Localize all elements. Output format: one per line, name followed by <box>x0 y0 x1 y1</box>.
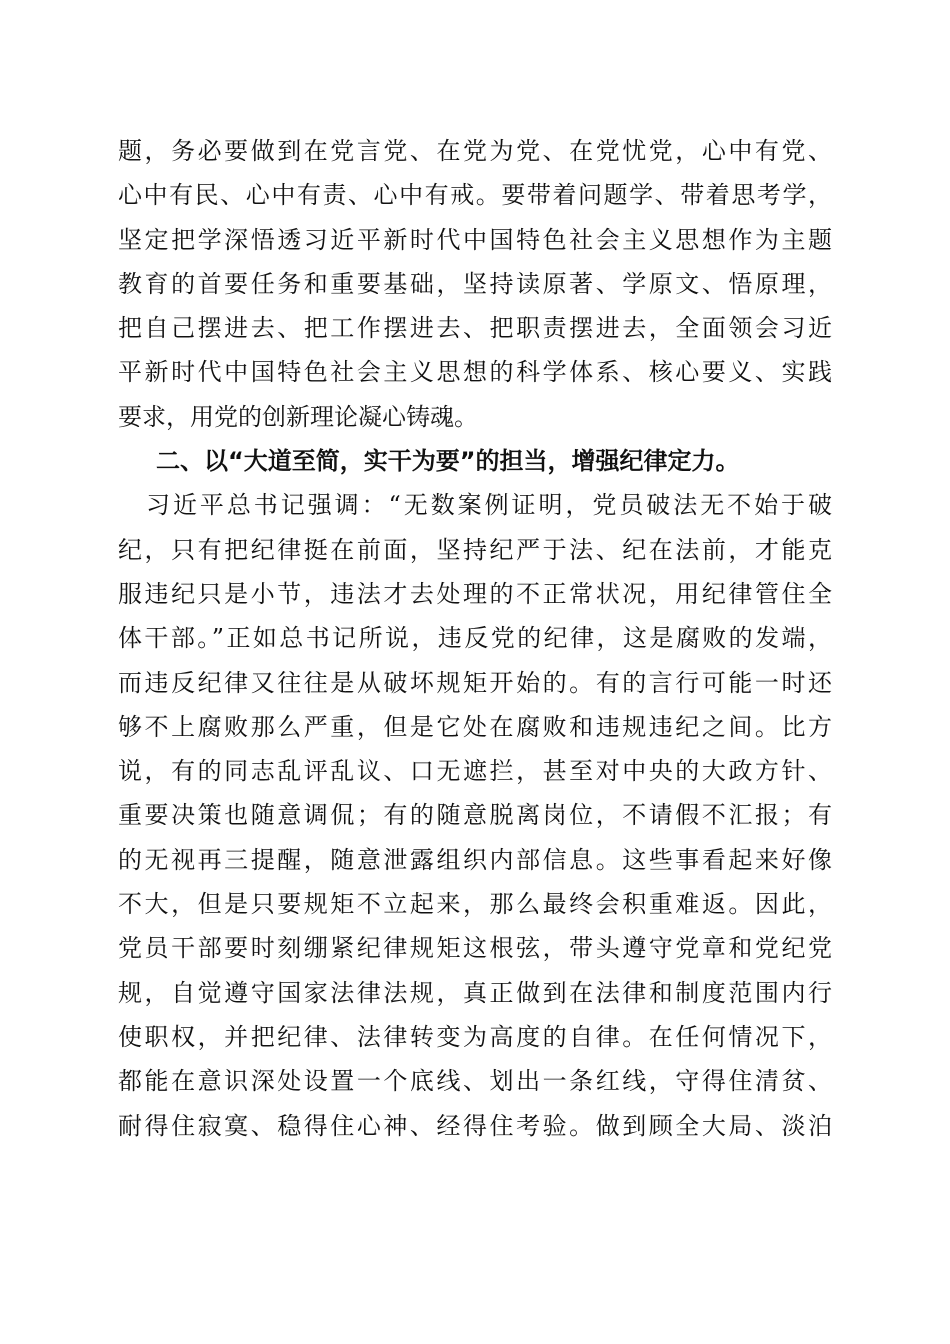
text-line: 重要决策也随意调侃；有的随意脱离岗位，不请假不汇报；有 <box>118 801 832 830</box>
text-line: 体干部。”正如总书记所说，违反党的纪律，这是腐败的发端， <box>118 624 832 653</box>
text-line: 把自己摆进去、把工作摆进去、把职责摆进去，全面领会习近 <box>118 314 832 343</box>
text-line: 习近平总书记强调：“无数案例证明，党员破法无不始于破 <box>146 491 832 520</box>
text-line: 要求，用党的创新理论凝心铸魂。 <box>118 402 478 431</box>
paragraph-2 <box>118 483 832 1147</box>
text-line: 题，务必要做到在党言党、在党为党、在党忧党，心中有党、 <box>118 137 832 165</box>
text-line: 不大，但是只要规矩不立起来，那么最终会积重难返。因此， <box>118 890 832 919</box>
text-line: 够不上腐败那么严重，但是它处在腐败和违规违纪之间。比方 <box>118 712 832 741</box>
text-line: 的无视再三提醒，随意泄露组织内部信息。这些事看起来好像 <box>118 845 832 874</box>
text-line: 平新时代中国特色社会主义思想的科学体系、核心要义、实践 <box>118 358 832 387</box>
text-line: 心中有民、心中有责、心中有戒。要带着问题学、带着思考学， <box>118 181 832 210</box>
section-heading: 二、以“大道至简，实干为要”的担当，增强纪律定力。 <box>156 447 740 476</box>
text-line: 都能在意识深处设置一个底线、划出一条红线，守得住清贫、 <box>118 1067 832 1096</box>
paragraph-1 <box>118 129 832 439</box>
text-line: 耐得住寂寞、稳得住心神、经得住考验。做到顾全大局、淡泊 <box>118 1111 832 1140</box>
text-line: 使职权，并把纪律、法律转变为高度的自律。在任何情况下， <box>118 1022 832 1051</box>
text-line: 说，有的同志乱评乱议、口无遮拦，甚至对中央的大政方针、 <box>118 757 832 786</box>
text-line: 纪，只有把纪律挺在前面，坚持纪严于法、纪在法前，才能克 <box>118 535 832 564</box>
text-line: 教育的首要任务和重要基础，坚持读原著、学原文、悟原理， <box>118 269 832 298</box>
text-line: 而违反纪律又往往是从破坏规矩开始的。有的言行可能一时还 <box>118 668 832 697</box>
text-line: 规，自觉遵守国家法律法规，真正做到在法律和制度范围内行 <box>118 978 832 1007</box>
text-line: 坚定把学深悟透习近平新时代中国特色社会主义思想作为主题 <box>118 225 832 254</box>
document-page <box>118 129 832 1148</box>
text-line: 服违纪只是小节，违法才去处理的不正常状况，用纪律管住全 <box>118 579 832 608</box>
text-line: 党员干部要时刻绷紧纪律规矩这根弦，带头遵守党章和党纪党 <box>118 934 832 963</box>
